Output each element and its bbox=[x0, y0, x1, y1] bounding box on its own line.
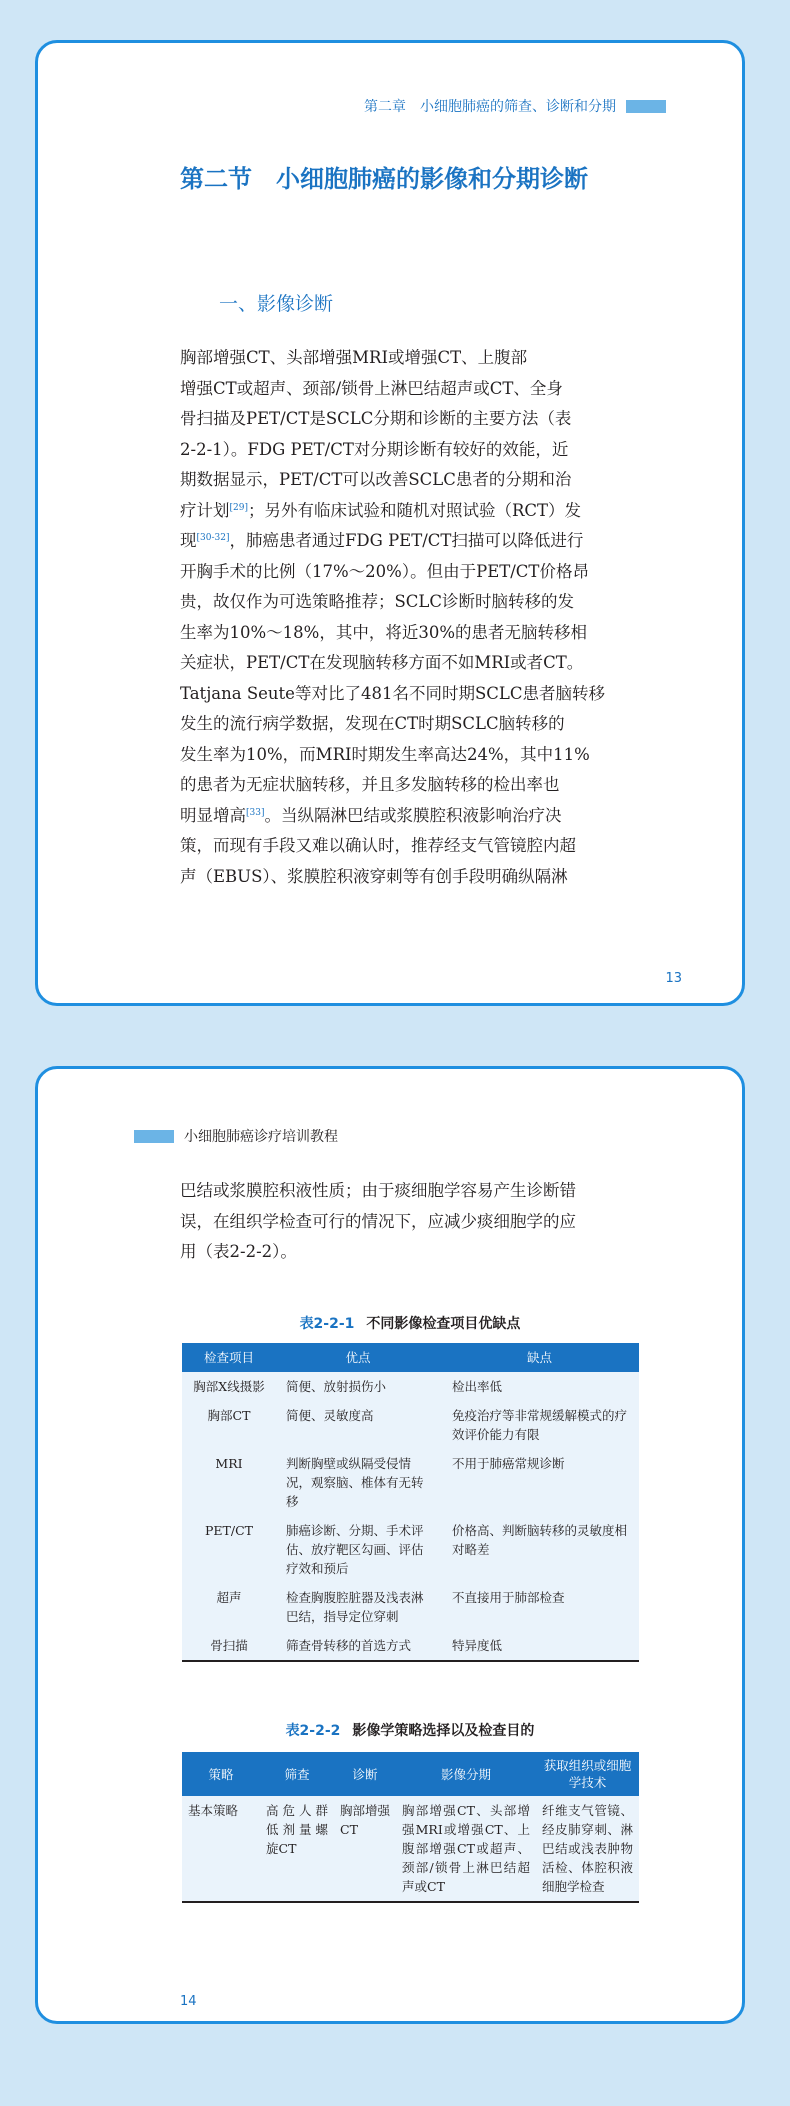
subsection-title: 一、影像诊断 bbox=[219, 293, 334, 315]
table-caption bbox=[180, 1313, 640, 1333]
column-header: 影像分期 bbox=[396, 1752, 536, 1796]
page-number: 14 bbox=[180, 1994, 197, 2009]
table-caption bbox=[180, 1720, 640, 1740]
table-cell: 简便、灵敏度高 bbox=[286, 1408, 374, 1423]
text-line: 开胸手术的比例（17%～20%）。但由于PET/CT价格昂 bbox=[180, 561, 589, 581]
section-title: 第二节 小细胞肺癌的影像和分期诊断 bbox=[180, 165, 588, 193]
table-row bbox=[182, 1631, 639, 1661]
table-cell: 骨扫描 bbox=[182, 1631, 276, 1661]
table-row bbox=[182, 1401, 639, 1449]
table-cell: 免疫治疗等非常规缓解模式的疗效评价能力有限 bbox=[452, 1408, 628, 1442]
table-number: 表2-2-2 bbox=[285, 1723, 341, 1739]
table-cell: 筛查骨转移的首选方式 bbox=[276, 1631, 440, 1661]
table-cell: 超声 bbox=[216, 1590, 242, 1605]
text-line: 现[30-32]，肺癌患者通过FDG PET/CT扫描可以降低进行 bbox=[180, 531, 584, 550]
table-cell: 价格高、判断脑转移的灵敏度相对略差 bbox=[452, 1523, 628, 1557]
text-line: 发生的流行病学数据，发现在CT时期SCLC脑转移的 bbox=[180, 714, 565, 733]
column-header: 策略 bbox=[182, 1752, 260, 1796]
running-head-bar bbox=[134, 1130, 174, 1143]
text-line: 生率为10%～18%，其中，将近30%的患者无脑转移相 bbox=[180, 622, 588, 642]
column-header: 获取组织或细胞学技术 bbox=[536, 1752, 639, 1796]
table-row bbox=[182, 1583, 639, 1631]
text-line: Tatjana Seute等对比了481名不同时期SCLC患者脑转移 bbox=[180, 683, 605, 703]
column-header: 诊断 bbox=[334, 1752, 396, 1796]
column-header: 优点 bbox=[276, 1343, 440, 1372]
text-line: 明显增高[33]。当纵隔淋巴结或浆膜腔积液影响治疗决 bbox=[180, 805, 562, 825]
table-cell: 特异度低 bbox=[440, 1631, 639, 1661]
imaging-pros-cons-table bbox=[182, 1343, 639, 1662]
body-paragraph bbox=[180, 1176, 640, 1268]
citation-ref: [29] bbox=[229, 502, 248, 513]
text-line: 策，而现有手段又难以确认时，推荐经支气管镜腔内超 bbox=[180, 836, 576, 855]
page-14 bbox=[35, 1066, 745, 2024]
table-cell: PET/CT bbox=[205, 1523, 253, 1538]
running-head-text: 小细胞肺癌诊疗培训教程 bbox=[184, 1129, 338, 1145]
text-line: 关症状，PET/CT在发现脑转移方面不如MRI或者CT。 bbox=[180, 653, 584, 672]
table-cell: 肺癌诊断、分期、手术评估、放疗靶区勾画、评估疗效和预后 bbox=[286, 1523, 424, 1576]
imaging-strategy-table bbox=[182, 1752, 639, 1903]
table-cell: 胸部增强CT、头部增强MRI或增强CT、上腹部增强CT或超声、颈部/锁骨上淋巴结超声或CT bbox=[396, 1796, 536, 1902]
text-line: 巴结或浆膜腔积液性质；由于痰细胞学容易产生诊断错 bbox=[180, 1181, 576, 1200]
column-header: 检查项目 bbox=[182, 1343, 276, 1372]
table-cell: MRI bbox=[215, 1456, 243, 1471]
text-line: 发生率为10%，而MRI时期发生率高达24%，其中11% bbox=[180, 744, 590, 764]
table-row bbox=[182, 1449, 639, 1516]
text-line: 胸部增强CT、头部增强MRI或增强CT、上腹部 bbox=[180, 348, 528, 367]
text-line: 误，在组织学检查可行的情况下，应减少痰细胞学的应 bbox=[180, 1211, 576, 1231]
text-line: 的患者为无症状脑转移，并且多发脑转移的检出率也 bbox=[180, 775, 560, 794]
column-header: 缺点 bbox=[440, 1343, 639, 1372]
table-cell: 胸部CT bbox=[207, 1408, 251, 1423]
citation-ref: [33] bbox=[246, 807, 265, 818]
table-cell: 高危人群低剂量螺旋CT bbox=[260, 1796, 334, 1902]
table-title: 不同影像检查项目优缺点 bbox=[366, 1316, 521, 1332]
citation-ref: [30-32] bbox=[196, 533, 230, 543]
table-row bbox=[182, 1516, 639, 1583]
table-cell: 纤维支气管镜、经皮肺穿刺、淋巴结或浅表肿物活检、体腔积液细胞学检查 bbox=[536, 1796, 639, 1902]
running-head-text: 第二章 小细胞肺癌的筛查、诊断和分期 bbox=[364, 99, 616, 115]
table-title: 影像学策略选择以及检查目的 bbox=[352, 1723, 535, 1739]
table-cell: 不直接用于肺部检查 bbox=[452, 1590, 565, 1605]
column-header: 筛查 bbox=[260, 1752, 334, 1796]
page-number: 13 bbox=[665, 971, 682, 986]
text-line: 声（EBUS）、浆膜腔积液穿刺等有创手段明确纵隔淋 bbox=[180, 866, 568, 886]
table-cell: 胸部增强CT bbox=[334, 1796, 396, 1902]
running-head bbox=[364, 96, 666, 116]
table-row bbox=[182, 1372, 639, 1401]
table-cell: 不用于肺癌常规诊断 bbox=[452, 1456, 565, 1471]
table-cell: 判断胸壁或纵隔受侵情况，观察脑、椎体有无转移 bbox=[286, 1456, 424, 1509]
table-row bbox=[182, 1796, 639, 1902]
page-13 bbox=[35, 40, 745, 1006]
text-line: 2-2-1）。FDG PET/CT对分期诊断有较好的效能，近 bbox=[180, 439, 569, 459]
table-cell: 检出率低 bbox=[452, 1379, 503, 1394]
table-cell: 检查胸腹腔脏器及浅表淋巴结，指导定位穿刺 bbox=[286, 1590, 424, 1624]
text-line: 用（表2-2-2）。 bbox=[180, 1242, 297, 1261]
table-cell: 胸部X线摄影 bbox=[193, 1379, 265, 1394]
body-paragraph bbox=[180, 343, 640, 892]
table-number: 表2-2-1 bbox=[299, 1316, 355, 1332]
text-line: 增强CT或超声、颈部/锁骨上淋巴结超声或CT、全身 bbox=[180, 378, 563, 398]
running-head bbox=[134, 1126, 338, 1146]
text-line: 骨扫描及PET/CT是SCLC分期和诊断的主要方法（表 bbox=[180, 409, 572, 428]
text-line: 期数据显示，PET/CT可以改善SCLC患者的分期和治 bbox=[180, 470, 572, 489]
running-head-bar bbox=[626, 100, 666, 113]
text-line: 贵，故仅作为可选策略推荐；SCLC诊断时脑转移的发 bbox=[180, 592, 575, 611]
table-cell: 基本策略 bbox=[182, 1796, 260, 1902]
table-cell: 简便、放射损伤小 bbox=[286, 1379, 387, 1394]
text-line: 疗计划[29]；另外有临床试验和随机对照试验（RCT）发 bbox=[180, 500, 582, 520]
